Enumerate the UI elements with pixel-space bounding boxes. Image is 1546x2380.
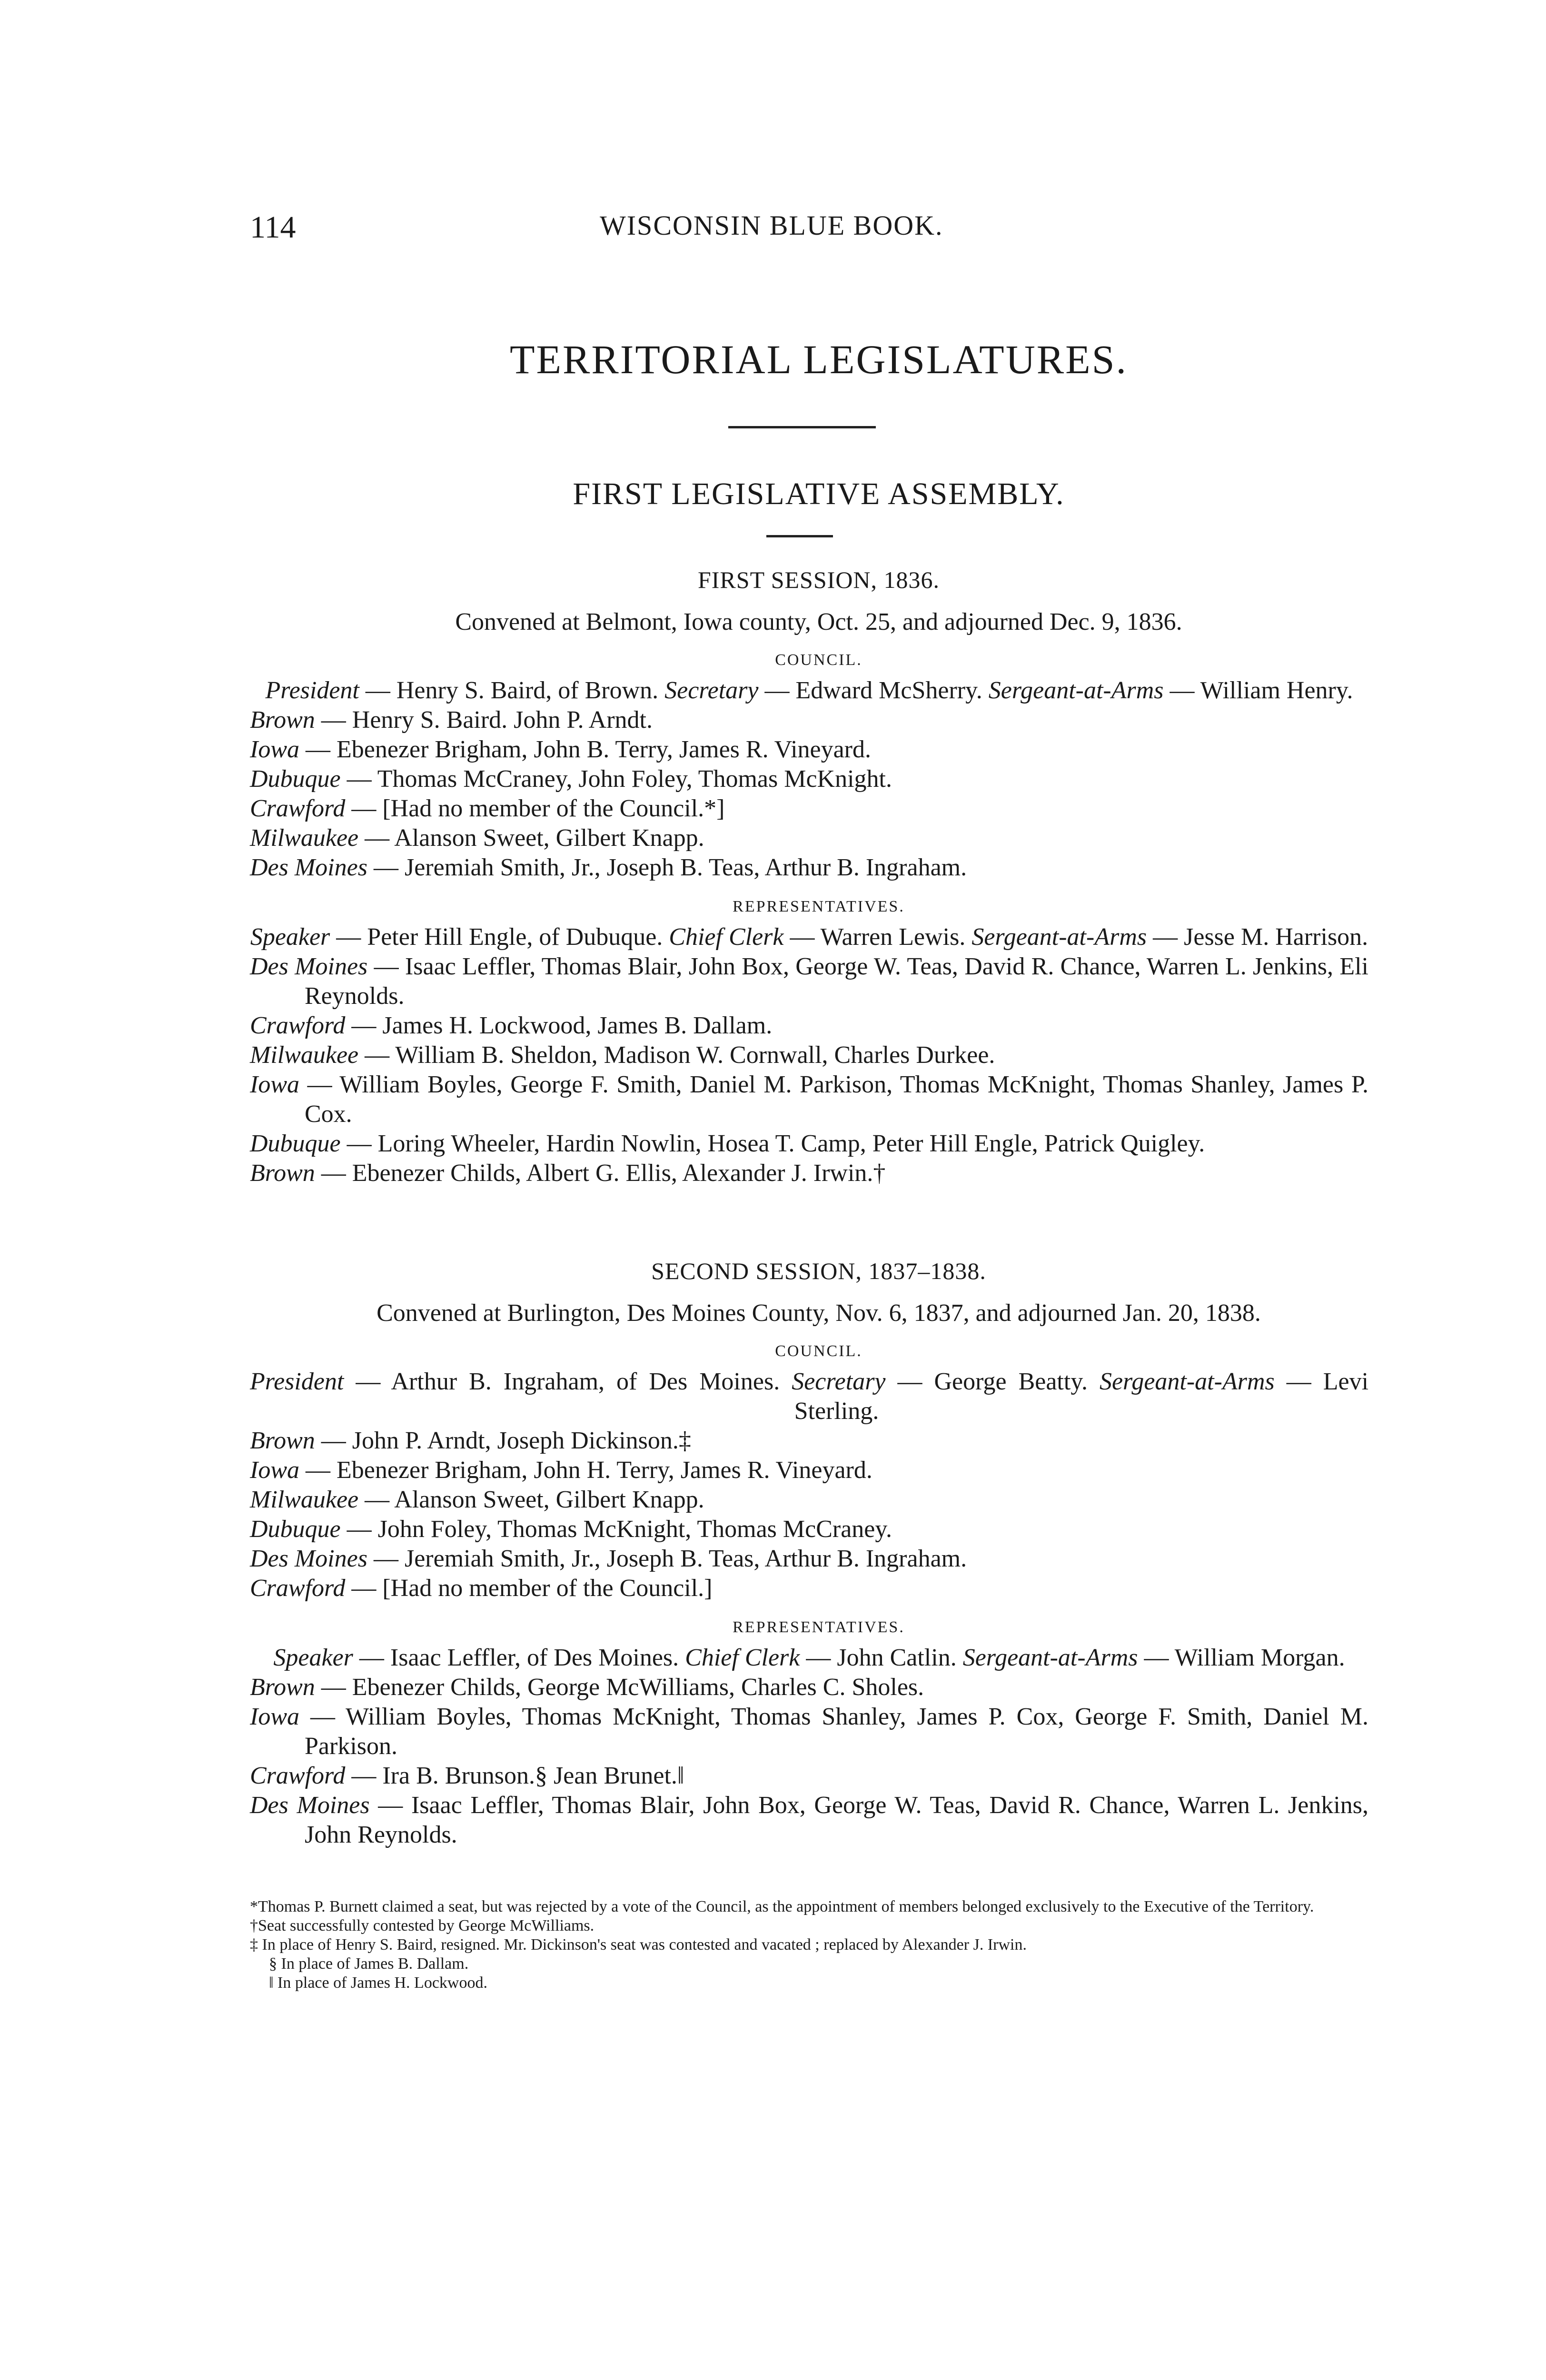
document-page (250, 200, 1368, 1993)
member-names: Ira B. Brunson.§ Jean Brunet.‖ (382, 1762, 684, 1789)
county-label: Crawford (250, 1762, 346, 1789)
county-label: Des Moines (250, 1545, 367, 1572)
officer-name: Arthur B. Ingraham, of Des Moines. (391, 1368, 780, 1395)
member-entry: Milwaukee — William B. Sheldon, Madison W. Cornwall, Charles Durkee. (250, 1041, 995, 1069)
member-entry: Crawford — James H. Lockwood, James B. Dallam. (250, 1012, 773, 1039)
officer-label: Chief Clerk (669, 923, 784, 951)
member-names: Isaac Leffler, Thomas Blair, John Box, George W. Teas, David R. Chance, Warren L. Jenkins, John Reynolds. (305, 1792, 1369, 1848)
member-names: William Boyles, Thomas McKnight, Thomas Shanley, James P. Cox, George F. Smith, Daniel M. Parkison. (305, 1703, 1369, 1760)
session-1 (250, 566, 1368, 1188)
county-label: Crawford (250, 1012, 346, 1039)
officer-name: Warren Lewis. (820, 923, 966, 951)
member-entry: Iowa — William Boyles, Thomas McKnight, Thomas Shanley, James P. Cox, George F. Smith, Daniel M. Parkison. (250, 1703, 1369, 1760)
officer-name: Levi Sterling. (794, 1368, 1369, 1425)
session-convened: Convened at Burlington, Des Moines County, Nov. 6, 1837, and adjourned Jan. 20, 1838. (377, 1299, 1261, 1327)
footnote: § In place of James B. Dallam. (269, 1955, 469, 1973)
session-title: SECOND SESSION, 1837–1838. (651, 1258, 986, 1284)
footnote: ‡ In place of Henry S. Baird, resigned. Mr. Dickinson's seat was contested and vacated ; replaced by Alexander J. Irwin. (250, 1936, 1027, 1954)
member-names: Jeremiah Smith, Jr., Joseph B. Teas, Arthur B. Ingraham. (404, 1545, 967, 1572)
member-names: Henry S. Baird. John P. Arndt. (352, 706, 653, 734)
member-entry: Iowa — Ebenezer Brigham, John H. Terry, James R. Vineyard. (250, 1457, 872, 1484)
member-names: Alanson Sweet, Gilbert Knapp. (394, 1486, 704, 1513)
member-entry: Crawford — [Had no member of the Council.] (250, 1575, 713, 1602)
footnotes (250, 1897, 1368, 1993)
officer-label: Speaker (250, 923, 330, 951)
county-label: Iowa (250, 1071, 299, 1098)
member-names: William Boyles, George F. Smith, Daniel M. Parkison, Thomas McKnight, Thomas Shanley, James P. Cox. (305, 1071, 1368, 1128)
member-names: Isaac Leffler, Thomas Blair, John Box, George W. Teas, David R. Chance, Warren L. Jenkins, Eli Reynolds. (305, 953, 1368, 1010)
county-label: Des Moines (250, 1792, 370, 1819)
county-label: Milwaukee (250, 824, 359, 852)
officer-name: Henry S. Baird, of Brown. (396, 677, 659, 704)
officer-name: Jesse M. Harrison. (1184, 923, 1368, 951)
member-names: William B. Sheldon, Madison W. Cornwall, Charles Durkee. (395, 1041, 995, 1069)
book-title: WISCONSIN BLUE BOOK. (600, 210, 943, 241)
title-rule (728, 426, 876, 428)
member-entry: Dubuque — Loring Wheeler, Hardin Nowlin, Hosea T. Camp, Peter Hill Engle, Patrick Quigley. (250, 1130, 1205, 1157)
member-entry: Milwaukee — Alanson Sweet, Gilbert Knapp. (250, 824, 704, 852)
member-entry: Brown — Ebenezer Childs, Albert G. Ellis, Alexander J. Irwin.† (250, 1160, 886, 1187)
member-entry: Crawford — [Had no member of the Council.*] (250, 795, 725, 822)
county-label: Des Moines (250, 854, 367, 881)
footnote: †Seat successfully contested by George McWilliams. (250, 1917, 595, 1934)
page-number: 114 (250, 210, 296, 245)
officer-label: Sergeant-at-Arms (962, 1644, 1138, 1671)
member-entry: Iowa — Ebenezer Brigham, John B. Terry, James R. Vineyard. (250, 736, 872, 763)
representatives-heading: REPRESENTATIVES. (733, 1618, 905, 1636)
session-2 (250, 1257, 1368, 1850)
county-label: Crawford (250, 795, 346, 822)
member-entry: Dubuque — Thomas McCraney, John Foley, Thomas McKnight. (250, 765, 892, 793)
county-label: Iowa (250, 1457, 299, 1484)
member-names: John P. Arndt, Joseph Dickinson.‡ (352, 1427, 691, 1454)
officer-name: George Beatty. (934, 1368, 1088, 1395)
member-names: Ebenezer Childs, Albert G. Ellis, Alexander J. Irwin.† (352, 1160, 886, 1187)
assembly-rule (766, 535, 833, 537)
member-entry: Brown — Henry S. Baird. John P. Arndt. (250, 706, 653, 734)
county-label: Brown (250, 1427, 315, 1454)
county-label: Des Moines (250, 953, 368, 980)
member-entry: Des Moines — Isaac Leffler, Thomas Blair, John Box, George W. Teas, David R. Chance, Warren L. Jenkins, John Reynolds. (250, 1792, 1369, 1848)
running-head (250, 200, 1368, 252)
member-entry: Des Moines — Jeremiah Smith, Jr., Joseph B. Teas, Arthur B. Ingraham. (250, 854, 967, 881)
member-names: [Had no member of the Council.*] (382, 795, 725, 822)
council-heading: COUNCIL. (775, 651, 862, 669)
member-entry: Brown — John P. Arndt, Joseph Dickinson.‡ (250, 1427, 691, 1454)
council-heading: COUNCIL. (775, 1342, 862, 1360)
member-entry: Iowa — William Boyles, George F. Smith, Daniel M. Parkison, Thomas McKnight, Thomas Shanley, James P. Cox. (250, 1071, 1368, 1128)
officer-label: President (265, 677, 359, 704)
officer-label: Sergeant-at-Arms (971, 923, 1147, 951)
assembly-title: FIRST LEGISLATIVE ASSEMBLY. (573, 476, 1065, 511)
member-names: Alanson Sweet, Gilbert Knapp. (394, 824, 704, 852)
county-label: Brown (250, 1674, 315, 1701)
footnote: *Thomas P. Burnett claimed a seat, but was rejected by a vote of the Council, as the appointment of members belonged exclusively to the Executive of the Territory. (250, 1898, 1314, 1915)
member-entry: Crawford — Ira B. Brunson.§ Jean Brunet.‖ (250, 1762, 684, 1789)
member-names: Thomas McCraney, John Foley, Thomas McKnight. (377, 765, 892, 793)
county-label: Dubuque (250, 1516, 341, 1543)
county-label: Milwaukee (250, 1041, 359, 1069)
member-names: Ebenezer Childs, George McWilliams, Charles C. Sholes. (352, 1674, 924, 1701)
officer-label: President (250, 1368, 344, 1395)
footnote: ‖ In place of James H. Lockwood. (269, 1974, 487, 1992)
officer-name: William Henry. (1200, 677, 1353, 704)
council-officers: President — Arthur B. Ingraham, of Des Moines. Secretary — George Beatty. Sergeant-at-Arms — Levi Sterling. (250, 1368, 1369, 1425)
session-title: FIRST SESSION, 1836. (697, 566, 940, 593)
council-officers: President — Henry S. Baird, of Brown. Secretary — Edward McSherry. Sergeant-at-Arms — William Henry. (265, 677, 1353, 704)
officer-label: Chief Clerk (685, 1644, 800, 1671)
member-names: Ebenezer Brigham, John B. Terry, James R. Vineyard. (337, 736, 872, 763)
county-label: Dubuque (250, 1130, 341, 1157)
officer-name: William Morgan. (1174, 1644, 1345, 1671)
county-label: Crawford (250, 1575, 346, 1602)
officer-label: Secretary (792, 1368, 886, 1395)
county-label: Iowa (250, 1703, 299, 1730)
session-convened: Convened at Belmont, Iowa county, Oct. 25, and adjourned Dec. 9, 1836. (455, 608, 1182, 635)
member-entry: Brown — Ebenezer Childs, George McWilliams, Charles C. Sholes. (250, 1674, 924, 1701)
page-title: TERRITORIAL LEGISLATURES. (509, 337, 1128, 382)
member-names: Ebenezer Brigham, John H. Terry, James R. Vineyard. (337, 1457, 872, 1484)
member-names: Loring Wheeler, Hardin Nowlin, Hosea T. Camp, Peter Hill Engle, Patrick Quigley. (377, 1130, 1205, 1157)
officer-label: Sergeant-at-Arms (988, 677, 1164, 704)
member-entry: Des Moines — Isaac Leffler, Thomas Blair, John Box, George W. Teas, David R. Chance, Warren L. Jenkins, Eli Reynolds. (250, 953, 1368, 1010)
member-names: John Foley, Thomas McKnight, Thomas McCraney. (377, 1516, 892, 1543)
member-names: Jeremiah Smith, Jr., Joseph B. Teas, Arthur B. Ingraham. (404, 854, 967, 881)
member-names: James H. Lockwood, James B. Dallam. (382, 1012, 773, 1039)
member-entry: Des Moines — Jeremiah Smith, Jr., Joseph B. Teas, Arthur B. Ingraham. (250, 1545, 967, 1572)
county-label: Iowa (250, 736, 299, 763)
county-label: Dubuque (250, 765, 341, 793)
member-entry: Dubuque — John Foley, Thomas McKnight, Thomas McCraney. (250, 1516, 892, 1543)
county-label: Brown (250, 1160, 315, 1187)
officer-label: Secretary (664, 677, 759, 704)
county-label: Milwaukee (250, 1486, 359, 1513)
representatives-officers: Speaker — Peter Hill Engle, of Dubuque. Chief Clerk — Warren Lewis. Sergeant-at-Arms — Jesse M. Harrison. (250, 923, 1368, 951)
representatives-heading: REPRESENTATIVES. (733, 898, 905, 915)
member-names: [Had no member of the Council.] (382, 1575, 713, 1602)
county-label: Brown (250, 706, 315, 734)
member-entry: Milwaukee — Alanson Sweet, Gilbert Knapp. (250, 1486, 704, 1513)
officer-label: Speaker (273, 1644, 353, 1671)
officer-label: Sergeant-at-Arms (1099, 1368, 1275, 1395)
officer-name: Peter Hill Engle, of Dubuque. (367, 923, 663, 951)
officer-name: Isaac Leffler, of Des Moines. (390, 1644, 679, 1671)
officer-name: Edward McSherry. (795, 677, 982, 704)
officer-name: John Catlin. (837, 1644, 957, 1671)
representatives-officers: Speaker — Isaac Leffler, of Des Moines. Chief Clerk — John Catlin. Sergeant-at-Arms — William Morgan. (273, 1644, 1345, 1671)
